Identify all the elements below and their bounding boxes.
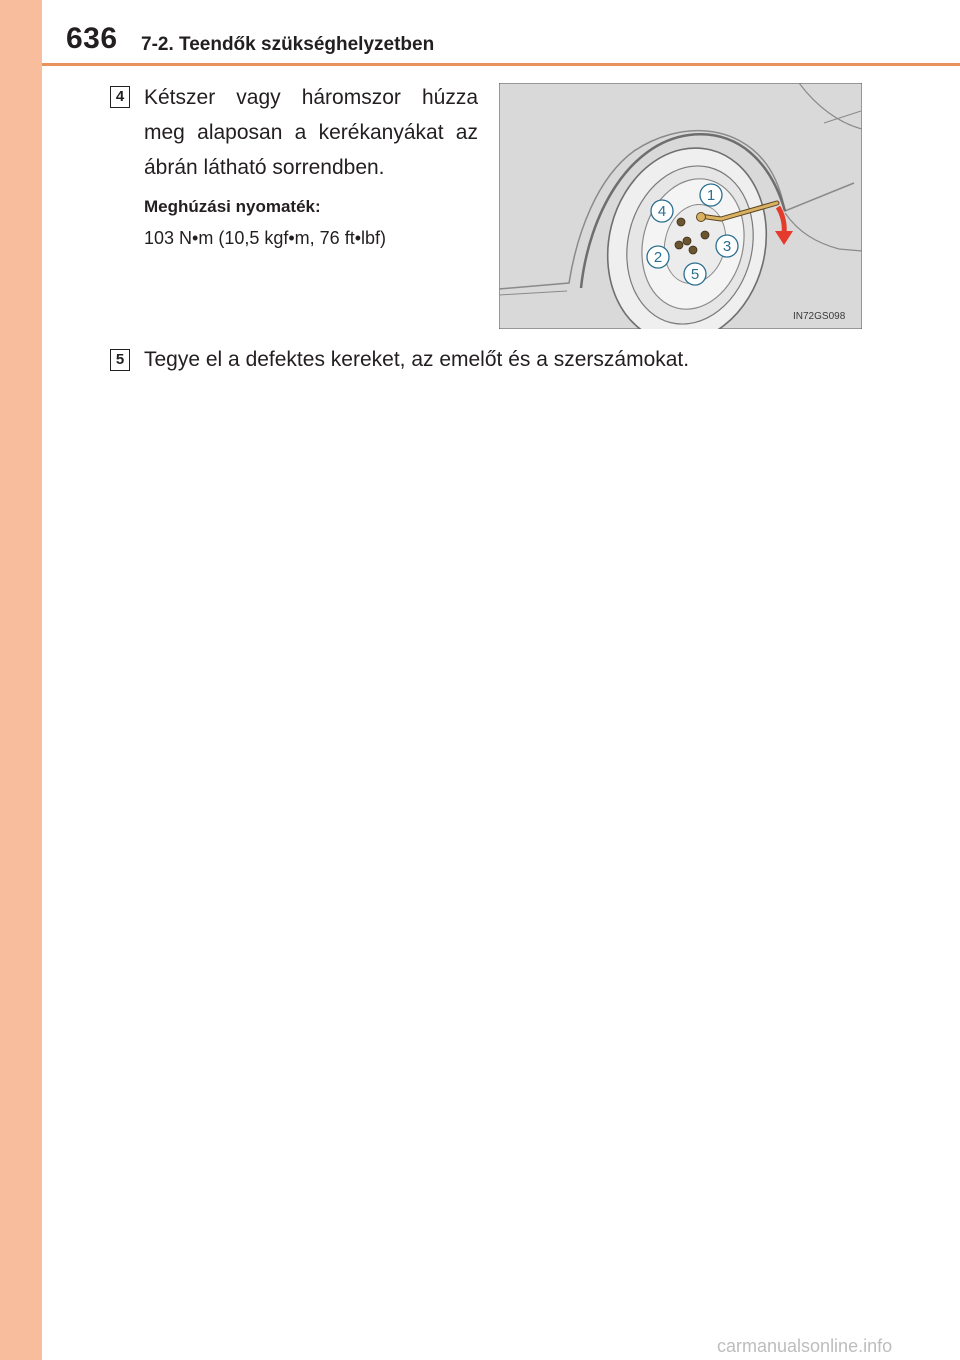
header-rule xyxy=(42,63,960,66)
order-label: 4 xyxy=(657,203,667,220)
order-label: 2 xyxy=(653,249,663,266)
torque-value: 103 N•m (10,5 kgf•m, 76 ft•lbf) xyxy=(144,228,386,248)
side-band xyxy=(0,0,42,1360)
order-label: 5 xyxy=(690,266,700,283)
figure-code: IN72GS098 xyxy=(793,311,846,322)
step-4-text: Kétszer vagy háromszor húzza meg alaposan a kerékanyákat az ábrán látható sorrendben. xyxy=(144,86,478,179)
order-label: 1 xyxy=(706,187,716,204)
footer-watermark: carmanualsonline.info xyxy=(717,1336,893,1356)
wheel-tightening-illustration xyxy=(499,83,862,329)
step-4-badge: 4 xyxy=(110,86,130,108)
torque-label: Meghúzási nyomaték: xyxy=(144,197,321,216)
step-5-badge: 5 xyxy=(110,349,130,371)
page-number: 636 xyxy=(66,22,118,55)
order-label: 3 xyxy=(722,238,732,255)
section-title: 7-2. Teendők szükséghelyzetben xyxy=(141,34,435,55)
step-5-text: Tegye el a defektes kereket, az emelőt és a szerszámokat. xyxy=(144,348,690,371)
